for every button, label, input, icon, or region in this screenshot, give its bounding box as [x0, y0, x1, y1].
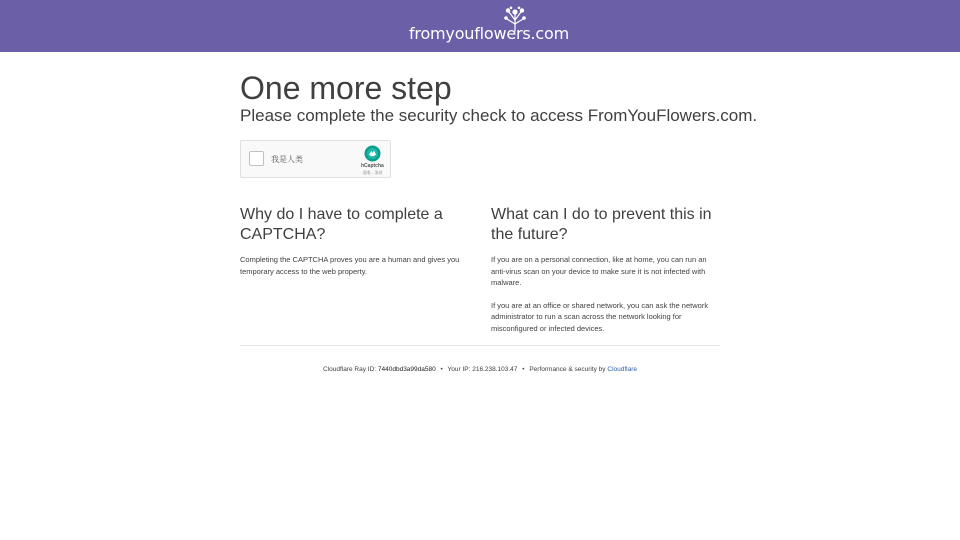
captcha-checkbox[interactable] [249, 151, 264, 166]
separator-bullet: • [522, 366, 525, 373]
logo-wordmark [409, 24, 569, 43]
page-subtitle: Please complete the security check to access FromYouFlowers.com. [240, 106, 758, 125]
hcaptcha-logo-icon [364, 145, 381, 162]
ip-label: Your IP: [447, 366, 471, 373]
page-title: One more step [240, 70, 452, 106]
ray-id-value: 7440dbd3a99da580 [377, 366, 436, 373]
prevent-body-personal: If you are on a personal connection, like at home, you can run an anti-virus scan on your device to make sure it is not infected with malware. [491, 255, 707, 287]
ip-value: 216.238.103.47 [472, 366, 518, 373]
why-body: Completing the CAPTCHA proves you are a human and gives you temporary access to the web property. [240, 255, 460, 276]
hcaptcha-widget[interactable] [240, 140, 391, 178]
why-section [240, 205, 470, 277]
logo-name: fromyouflowers [409, 24, 531, 43]
prevent-heading: What can I do to prevent this in the future? [491, 206, 712, 243]
cloudflare-link[interactable]: Cloudflare [607, 366, 638, 373]
footer-divider [240, 345, 720, 346]
logo-suffix: .com [530, 24, 570, 43]
ray-id-label: Cloudflare Ray ID: [322, 366, 377, 373]
why-heading: Why do I have to complete a CAPTCHA? [240, 206, 443, 243]
site-header [0, 0, 960, 52]
prevent-body-office: If you are at an office or shared network, you can ask the network administrator to run a scan across the network looking for misconfigured or infected devices. [491, 300, 709, 333]
captcha-label: 我是人类 [271, 155, 303, 164]
performance-label: Performance & security by [529, 366, 606, 373]
separator-bullet: • [440, 366, 443, 373]
hcaptcha-links[interactable]: 隐私 - 条款 [363, 170, 383, 175]
cloudflare-footer [240, 366, 720, 373]
prevent-section [491, 205, 721, 334]
hcaptcha-brand: hCaptcha [361, 163, 384, 169]
site-logo[interactable] [409, 6, 570, 46]
